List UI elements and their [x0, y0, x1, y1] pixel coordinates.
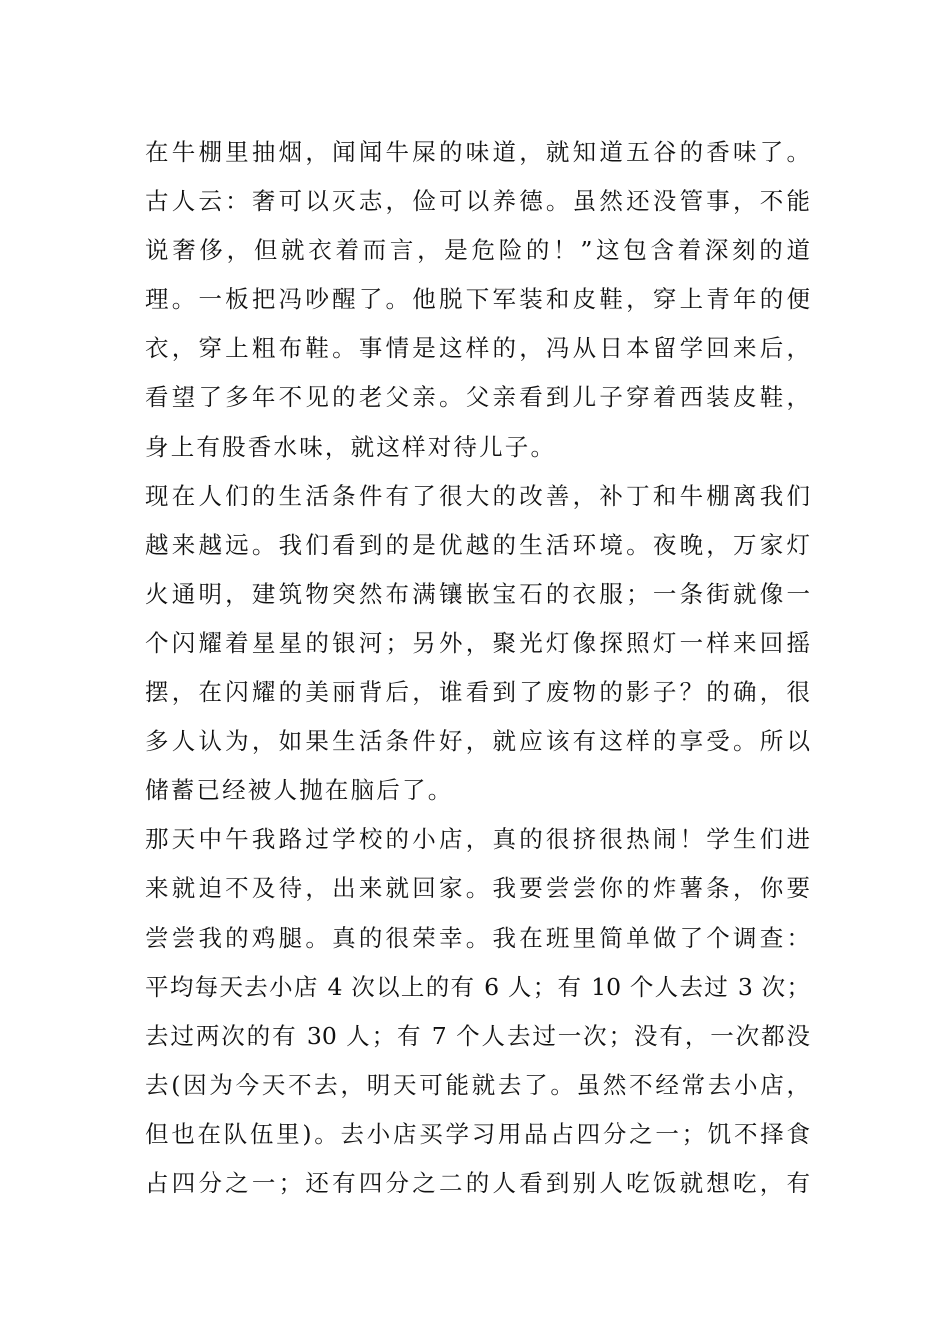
text-line: 平均每天去小店 4 次以上的有 6 人；有 10 个人去过 3 次；	[145, 972, 810, 1001]
text-line: 现在人们的生活条件有了很大的改善，补丁和牛棚离我们	[145, 481, 810, 510]
text-line: 越来越远。我们看到的是优越的生活环境。夜晚，万家灯	[145, 530, 810, 559]
text-line: 那天中午我路过学校的小店，真的很挤很热闹！学生们进	[145, 825, 810, 854]
text-line: 火通明，建筑物突然布满镶嵌宝石的衣服；一条街就像一	[145, 579, 810, 608]
text-line: 尝尝我的鸡腿。真的很荣幸。我在班里简单做了个调查：	[145, 923, 810, 952]
text-line: 来就迫不及待，出来就回家。我要尝尝你的炸薯条，你要	[145, 874, 810, 903]
text-line: 储蓄已经被人抛在脑后了。	[145, 776, 454, 805]
text-line: 说奢侈，但就衣着而言，是危险的！”这包含着深刻的道	[145, 236, 810, 265]
text-line: 摆，在闪耀的美丽背后，谁看到了废物的影子？的确，很	[145, 678, 810, 707]
text-line: 个闪耀着星星的银河；另外，聚光灯像探照灯一样来回摇	[145, 628, 810, 657]
document-body	[145, 128, 810, 1208]
text-line: 但也在队伍里)。去小店买学习用品占四分之一；饥不择食	[145, 1119, 810, 1148]
text-line: 看望了多年不见的老父亲。父亲看到儿子穿着西装皮鞋，	[145, 383, 810, 412]
text-line: 多人认为，如果生活条件好，就应该有这样的享受。所以	[145, 727, 810, 756]
text-line: 衣，穿上粗布鞋。事情是这样的，冯从日本留学回来后，	[145, 334, 810, 363]
text-line: 在牛棚里抽烟，闻闻牛屎的味道，就知道五谷的香味了。	[145, 138, 810, 166]
text-line: 理。一板把冯吵醒了。他脱下军装和皮鞋，穿上青年的便	[145, 285, 810, 314]
text-line: 古人云：奢可以灭志，俭可以养德。虽然还没管事，不能	[145, 187, 810, 216]
text-line: 去(因为今天不去，明天可能就去了。虽然不经常去小店，	[145, 1070, 810, 1099]
text-line: 去过两次的有 30 人；有 7 个人去过一次；没有，一次都没	[145, 1021, 810, 1050]
text-line: 身上有股香水味，就这样对待儿子。	[145, 432, 557, 461]
text-line: 占四分之一；还有四分之二的人看到别人吃饭就想吃，有	[145, 1168, 810, 1197]
